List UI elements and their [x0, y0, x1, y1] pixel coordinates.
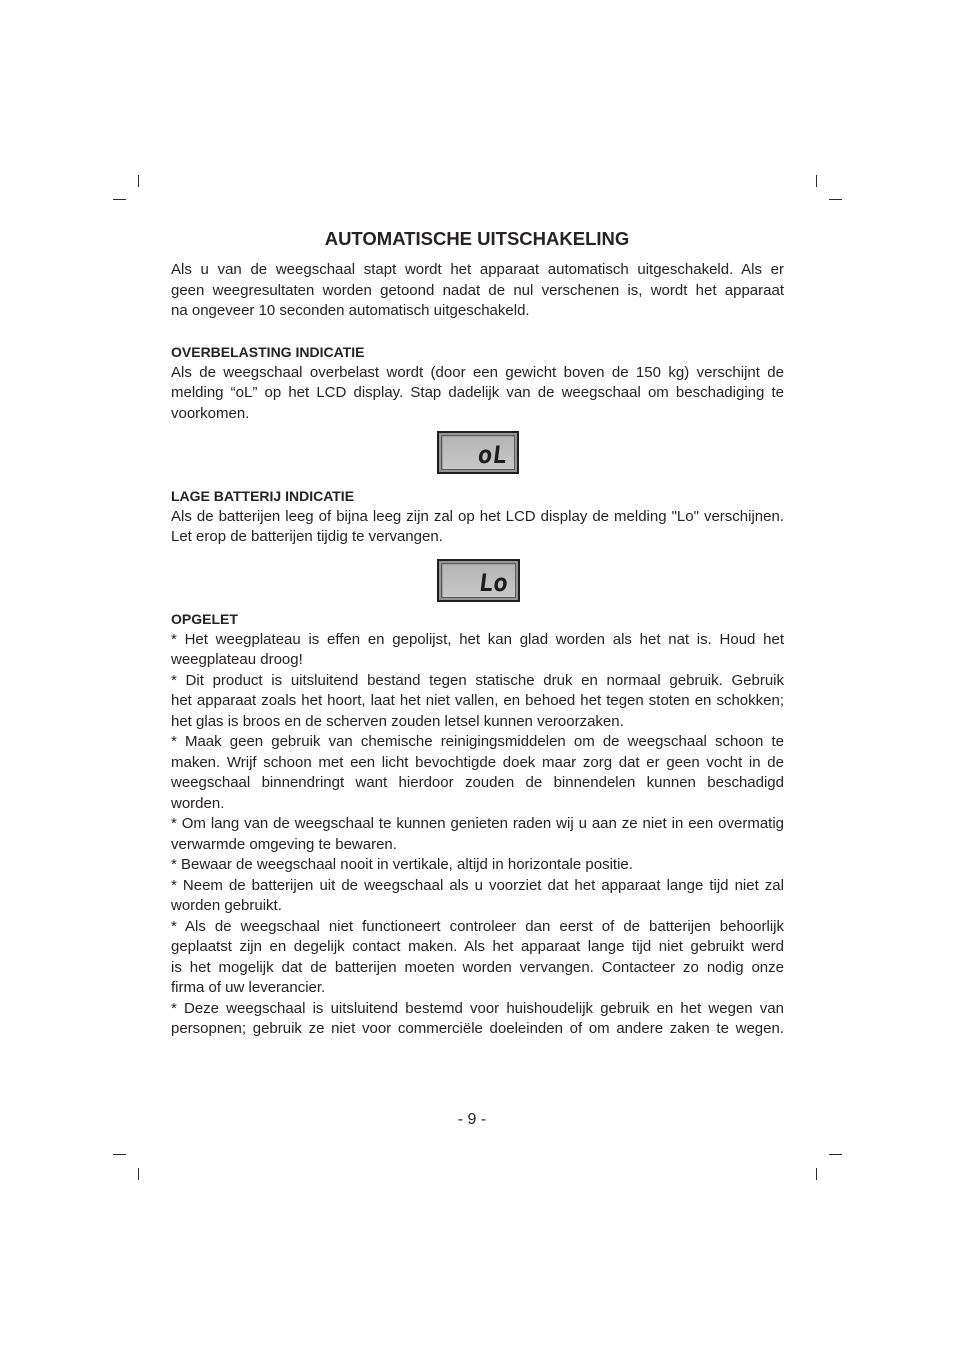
text-line: * Deze weegschaal is uitsluitend bestemd voor huishoudelijk gebruik en het wegen van — [171, 999, 784, 1017]
text-line: het apparaat zoals het hoort, laat het niet vallen, en behoed het tegen stoten en schokken; — [171, 692, 784, 709]
text-line: weegschaal binnendringt want hierdoor zouden de binnendelen kunnen beschadigd — [171, 774, 784, 791]
caution-item — [171, 630, 784, 671]
text-line: het glas is broos en de scherven zouden letsel kunnen veroorzaken. — [171, 712, 624, 730]
crop-mark — [829, 1154, 842, 1155]
page-number: - 9 - — [457, 1111, 487, 1128]
lcd-display-overload — [437, 431, 519, 474]
lcd-screen — [441, 563, 516, 598]
text-line: * Bewaar de weegschaal nooit in vertikale, altijd in horizontale positie. — [171, 856, 633, 873]
text-line: geplaatst zijn en degelijk contact maken. Als het apparaat lange tijd niet gebruikt werd — [171, 938, 784, 955]
crop-mark — [113, 1154, 126, 1155]
text-line: worden gebruikt. — [171, 897, 282, 914]
text-line: Als de batterijen leeg of bijna leeg zijn zal op het LCD display de melding "Lo" verschijnen. — [171, 507, 784, 525]
lcd-readout: Lo — [477, 569, 510, 597]
caution-item — [171, 876, 784, 917]
section-caution — [171, 609, 784, 1040]
crop-mark — [113, 199, 126, 200]
text-line: * Als de weegschaal niet functioneert controleer dan eerst of de batterijen behoorlijk — [171, 917, 784, 935]
text-line: is het mogelijk dat de batterijen moeten worden vervangen. Contacteer zo nodig onze — [171, 958, 784, 976]
section-heading: LAGE BATTERIJ INDICATIE — [171, 488, 355, 504]
caution-item — [171, 855, 784, 876]
text-line: * Dit product is uitsluitend bestand tegen statische druk en normaal gebruik. Gebruik — [171, 671, 784, 689]
section-overload-indication — [171, 342, 784, 424]
text-line: Als de weegschaal overbelast wordt (door een gewicht boven de 150 kg) verschijnt de — [171, 363, 784, 381]
section-low-battery-indication — [171, 486, 784, 548]
text-line: * Om lang van de weegschaal te kunnen genieten raden wij u aan ze niet in een overmatig — [171, 815, 784, 832]
lcd-screen — [441, 435, 515, 470]
text-line: worden. — [171, 794, 225, 812]
caution-item — [171, 671, 784, 733]
crop-mark — [138, 175, 139, 187]
text-line: melding “oL” op het LCD display. Stap dadelijk van de weegschaal om beschadiging te — [171, 384, 784, 401]
caution-item — [171, 814, 784, 855]
text-line: verwarmde omgeving te bewaren. — [171, 835, 397, 853]
intro-paragraph — [171, 260, 784, 322]
text-line: * Het weegplateau is effen en gepolijst, het kan glad worden als het nat is. Houd het — [171, 630, 784, 648]
caution-item — [171, 732, 784, 814]
text-line: geen weegresultaten worden getoond nadat de nul verschenen is, wordt het apparaat — [171, 281, 784, 299]
text-line: * Maak geen gebruik van chemische reinigingsmiddelen om de weegschaal schoon te — [171, 733, 784, 750]
section-heading: OPGELET — [171, 611, 238, 627]
text-line: voorkomen. — [171, 404, 250, 422]
crop-mark — [138, 1168, 139, 1180]
text-line: maken. Wrijf schoon met een licht bevochtigde doek maar zorg dat er geen vocht in de — [171, 753, 784, 771]
lcd-readout: oL — [476, 441, 509, 469]
crop-mark — [829, 199, 842, 200]
text-line: weegplateau droog! — [171, 651, 303, 668]
lcd-display-low-battery — [437, 559, 520, 602]
section-heading: OVERBELASTING INDICATIE — [171, 344, 365, 360]
text-line: firma of uw leverancier. — [171, 979, 326, 996]
caution-item — [171, 917, 784, 999]
text-line: persopnen; gebruik ze niet voor commerciële doeleinden of om andere zaken te wegen. — [171, 1020, 784, 1037]
caution-item — [171, 999, 784, 1040]
text-line: Als u van de weegschaal stapt wordt het apparaat automatisch uitgeschakeld. Als er — [171, 261, 784, 278]
text-line: na ongeveer 10 seconden automatisch uitgeschakeld. — [171, 302, 530, 319]
page-title: AUTOMATISCHE UITSCHAKELING — [324, 228, 630, 249]
crop-mark — [816, 1168, 817, 1180]
text-line: * Neem de batterijen uit de weegschaal als u voorziet dat het apparaat lange tijd niet zal — [171, 876, 784, 894]
crop-mark — [816, 175, 817, 187]
text-line: Let erop de batterijen tijdig te vervangen. — [171, 528, 443, 545]
